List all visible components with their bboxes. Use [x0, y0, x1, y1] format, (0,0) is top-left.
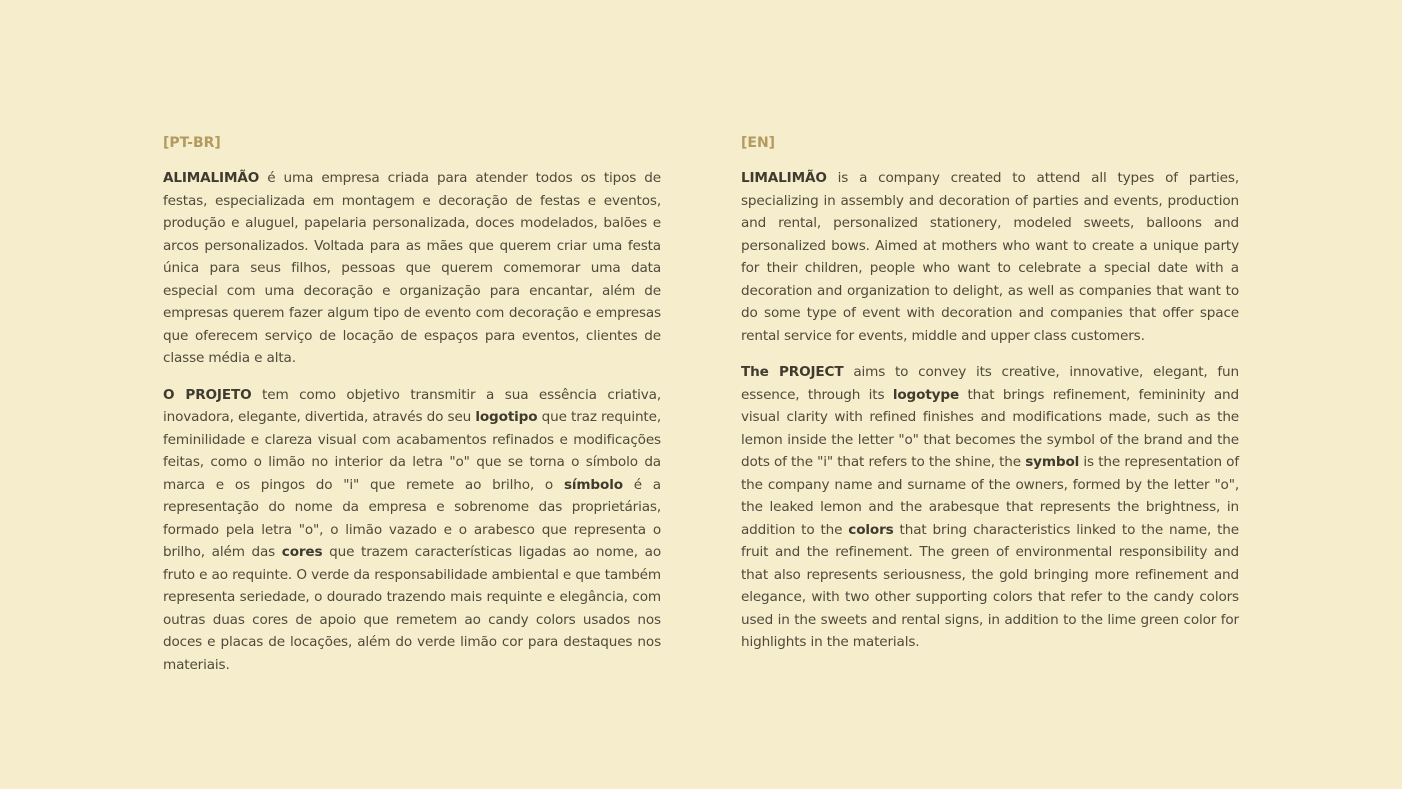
pt-br-tag: [PT-BR]	[163, 135, 221, 151]
en-project-text-4: that bring characteristics linked to the name, the fruit and the refinement. The green of environmental responsibility and that also represents seriousness, the gold bringing more refinement and elegance, with two other supporting colors that refer to the candy colors used in the sweets and rental signs, in addition to the lime green color for highlights in the materials.	[741, 521, 1239, 650]
en-brand-name: LIMALIMÃO	[741, 170, 827, 186]
en-tag: [EN]	[741, 135, 776, 151]
en-intro-paragraph	[741, 167, 1239, 347]
en-keyword-symbol: symbol	[1025, 454, 1080, 470]
en-project-text-3: is the representation of the company name and surname of the owners, formed by the letter "o", the leaked lemon and the arabesque that represents the brightness, in addition to the	[741, 454, 1239, 538]
en-project-text-2: that brings refinement, femininity and visual clarity with refined finishes and modifications made, such as the lemon inside the letter "o" that becomes the symbol of the brand and the dots of the "i" that refers to the shine, the	[741, 386, 1239, 470]
pt-br-column	[163, 133, 661, 690]
pt-project-text-4: que trazem características ligadas ao nome, ao fruto e ao requinte. O verde da responsabilidade ambiental e que também representa seriedade, o dourado trazendo mais requinte e elegância, com outras duas cores de apoio que remetem ao candy colors usados nos doces e placas de locações, além do verde limão cor para destaques nos materiais.	[163, 544, 661, 673]
pt-project-text-2: que traz requinte, feminilidade e clareza visual com acabamentos refinados e modificações feitas, como o limão no interior da letra "o" que se torna o símbolo da marca e os pingos do "i" que remete ao brilho, o	[163, 409, 661, 493]
pt-intro-text: é uma empresa criada para atender todos os tipos de festas, especializada em montagem e decoração de festas e eventos, produção e aluguel, papelaria personalizada, doces modelados, balões e arcos personalizados. Voltada para as mães que querem criar uma festa única para seus filhos, pessoas que querem comemorar uma data especial com uma decoração e organização para encantar, além de empresas querem fazer algum tipo de evento com decoração e empresas que oferecem serviço de locação de espaços para eventos, clientes de classe média e alta.	[163, 170, 661, 366]
en-keyword-colors: colors	[848, 521, 894, 538]
pt-project-text-1: tem como objetivo transmitir a sua essência criativa, inovadora, elegante, divertida, através do seu	[163, 386, 661, 425]
en-project-paragraph	[741, 361, 1239, 654]
pt-intro-paragraph	[163, 167, 661, 370]
pt-brand-name: ALIMALIMÃO	[163, 170, 260, 186]
en-project-text-1: aims to convey its creative, innovative, elegant, fun essence, through its	[741, 364, 1239, 403]
pt-project-text-3: é a representação do nome da empresa e sobrenome das proprietárias, formado pela letra "o", o limão vazado e o arabesco que representa o brilho, além das	[163, 476, 661, 560]
en-project-lead: The PROJECT	[741, 364, 844, 380]
en-intro-text: is a company created to attend all types of parties, specializing in assembly and decoration of parties and events, production and rental, personalized stationery, modeled sweets, balloons and personalized bows. Aimed at mothers who want to create a unique party for their children, people who want to celebrate a special date with a decoration and organization to delight, as well as companies that want to do some type of event with decoration and companies that offer space rental service for events, middle and upper class customers.	[741, 170, 1239, 344]
en-keyword-logotype: logotype	[892, 386, 960, 403]
pt-project-paragraph	[163, 384, 661, 677]
pt-keyword-cores: cores	[281, 544, 323, 560]
pt-project-lead: O PROJETO	[163, 386, 252, 403]
en-column	[741, 133, 1239, 668]
pt-keyword-logotipo: logotipo	[475, 409, 538, 425]
pt-keyword-simbolo: símbolo	[563, 476, 623, 493]
